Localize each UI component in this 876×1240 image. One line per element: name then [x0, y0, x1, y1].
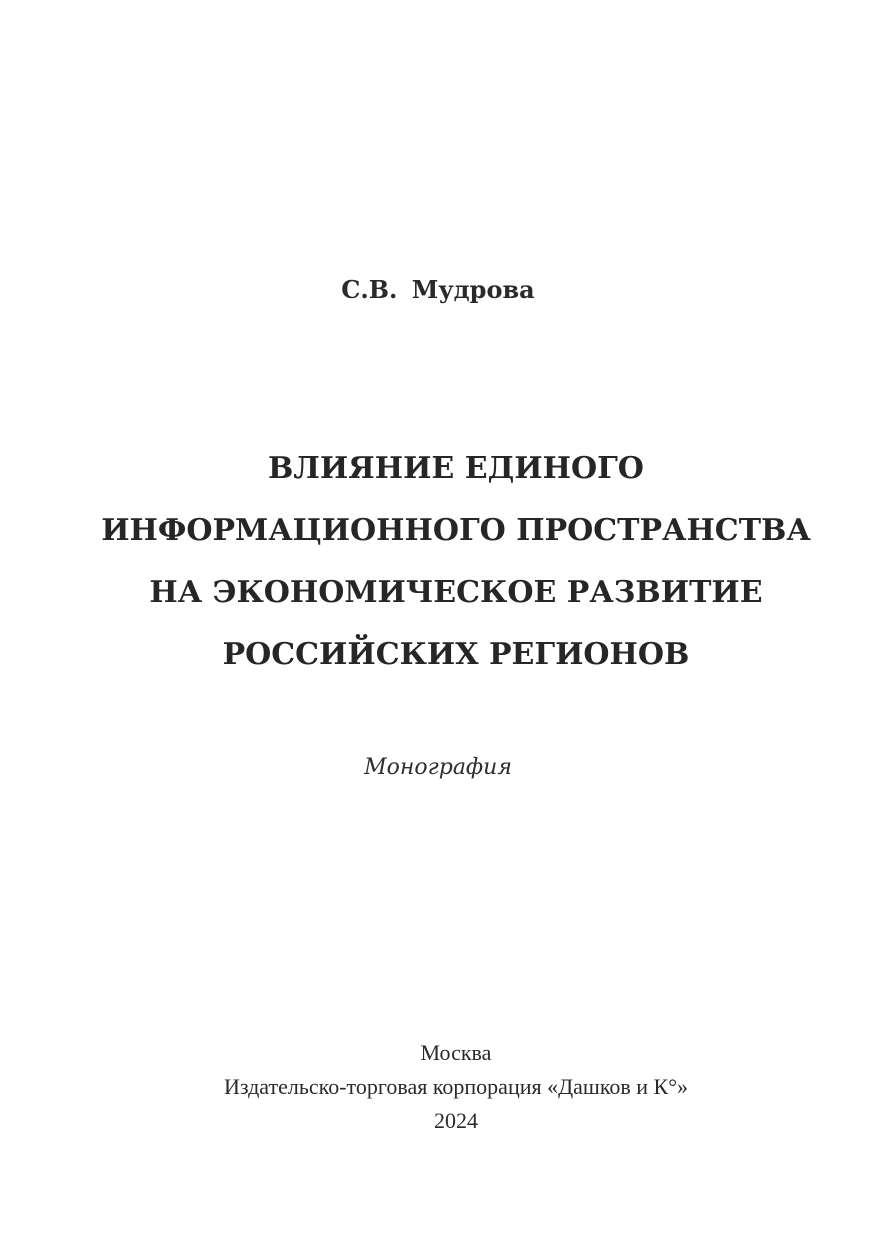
title-line: ВЛИЯНИЕ ЕДИНОГО: [268, 451, 644, 486]
author-name: С.В. Мудрова: [341, 275, 535, 304]
title-line: НА ЭКОНОМИЧЕСКОЕ РАЗВИТИЕ: [149, 575, 763, 610]
genre-label: Монография: [364, 755, 512, 780]
title-line: РОССИЙСКИХ РЕГИОНОВ: [222, 637, 690, 672]
imprint: [40, 1036, 872, 1138]
imprint-year: 2024: [434, 1108, 478, 1133]
imprint-city: Москва: [420, 1040, 492, 1065]
title-line: ИНФОРМАЦИОННОГО ПРОСТРАНСТВА: [101, 513, 811, 548]
imprint-publisher: Издательско-торговая корпорация «Дашков и К°»: [223, 1074, 689, 1099]
book-title: [40, 438, 872, 686]
